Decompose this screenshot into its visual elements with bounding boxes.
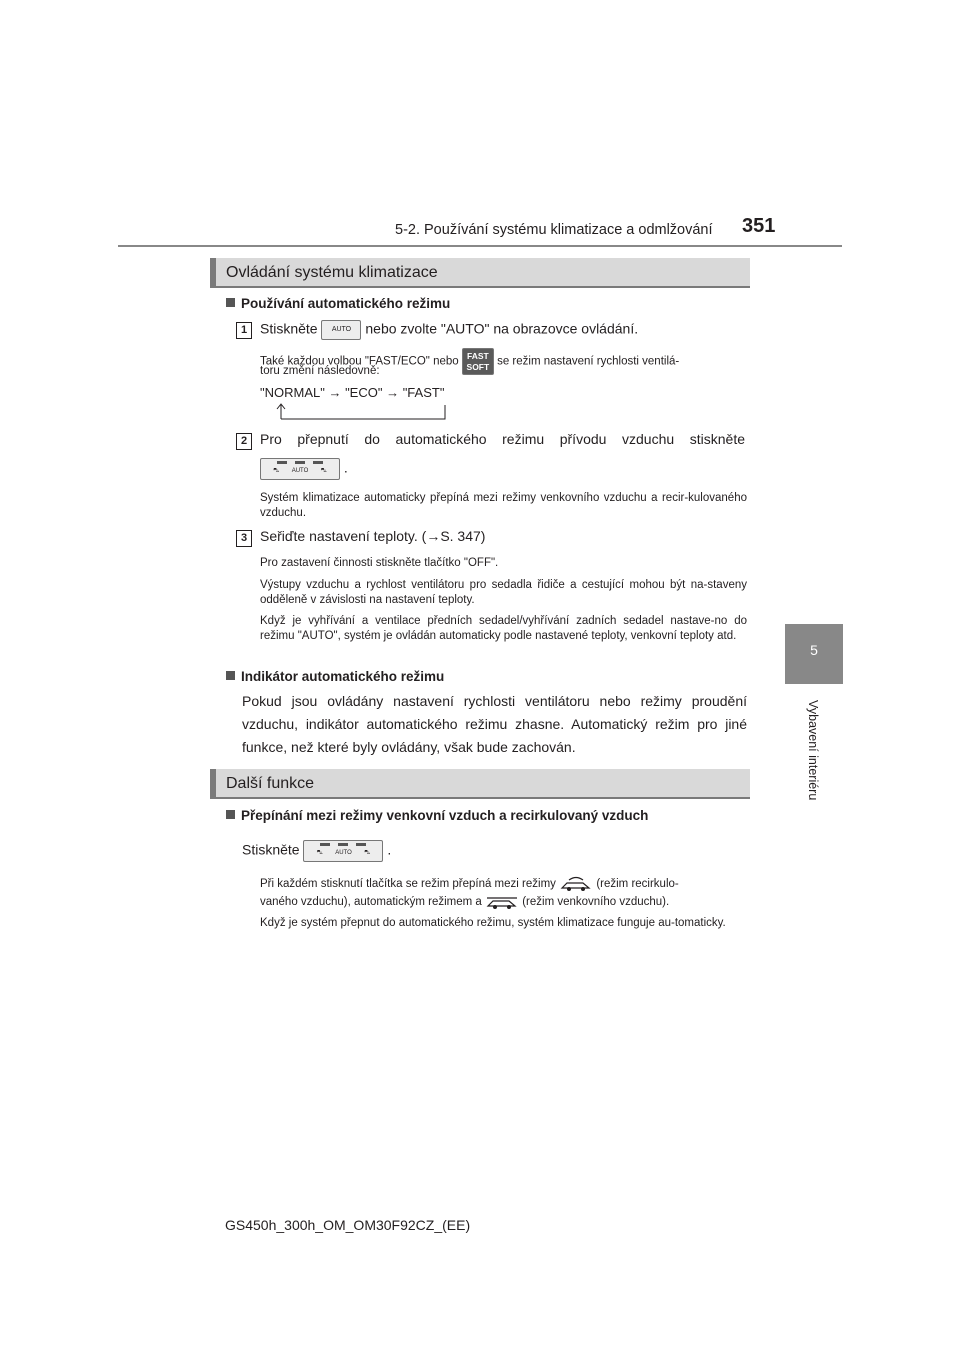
recirculated-air-icon xyxy=(559,876,593,892)
subheading-switching xyxy=(226,808,648,823)
air-intake-auto-button-icon xyxy=(260,458,340,480)
square-bullet-icon xyxy=(226,671,235,680)
step1-text xyxy=(260,320,638,340)
step2-note: Systém klimatizace automaticky přepíná mezi režimy venkovního vzduchu a recir-kulovaného vzduchu. xyxy=(260,492,747,519)
step1-note-line2: toru změní následovně: xyxy=(260,365,380,377)
step3-note1: Pro zastavení činnosti stiskněte tlačítko "OFF". xyxy=(260,557,499,569)
air-button-auto-label: AUTO xyxy=(335,850,352,856)
chapter-tab: 5 xyxy=(785,624,843,684)
page-number: 351 xyxy=(742,215,776,237)
square-bullet-icon xyxy=(226,810,235,819)
step-number-2: 2 xyxy=(236,433,252,450)
section-heading-ac-control: Ovládání systému klimatizace xyxy=(210,258,750,288)
switching-note1-a: Při každém stisknutí tlačítka se režim přepíná mezi režimy xyxy=(260,878,556,891)
switching-note1-line2 xyxy=(260,894,747,910)
fresh-car-icon: ⛍ xyxy=(320,468,327,474)
footer-doc-code: GS450h_300h_OM_OM30F92CZ_(EE) xyxy=(225,1217,471,1233)
soft-label: SOFT xyxy=(466,362,490,372)
subheading-indicator xyxy=(226,669,444,684)
step2-period: . xyxy=(343,459,348,476)
switching-instruction xyxy=(242,840,391,862)
step2-text: Pro přepnutí do automatického režimu přívodu vzduchu stiskněte xyxy=(260,431,745,447)
fan-mode-cycle: "NORMAL" → "ECO" → "FAST" xyxy=(260,385,445,400)
chapter-side-title xyxy=(800,700,826,820)
switching-note1-b: (režim recirkulo- xyxy=(596,878,679,891)
indicator-paragraph: Pokud jsou ovládány nastavení rychlosti ventilátoru nebo režimy proudění vzduchu, indikátor automatického režimu zhasne. Automatický režim pro jiné funkce, než které byly ovládány, však bude zachován. xyxy=(242,693,747,755)
subheading-text: Přepínání mezi režimy venkovní vzduch a recirkulovaný vzduch xyxy=(241,808,649,823)
cycle-return-arrow-icon xyxy=(275,401,447,421)
header-rule xyxy=(118,245,842,247)
switching-note2: Když je systém přepnut do automatického režimu, systém klimatizace funguje au-tomaticky. xyxy=(260,917,726,929)
switching-period: . xyxy=(387,841,392,858)
switching-note1-d: (režim venkovního vzduchu). xyxy=(522,896,670,909)
subheading-text: Používání automatického režimu xyxy=(241,296,451,311)
step1-text-before: Stiskněte xyxy=(260,320,318,337)
recirc-car-icon: ⛍ xyxy=(273,468,280,474)
auto-button-icon: AUTO xyxy=(321,320,361,340)
fresh-car-icon: ⛍ xyxy=(364,850,371,856)
chapter-title: Vybavení interiéru xyxy=(806,700,820,801)
subheading-text: Indikátor automatického režimu xyxy=(241,669,445,684)
step1-note-after: se režim nastavení rychlosti ventilá- xyxy=(497,355,680,368)
subheading-auto-mode xyxy=(226,296,450,311)
air-button-auto-label: AUTO xyxy=(291,468,309,474)
switching-note1-c: vaného vzduchu), automatickým režimem a xyxy=(260,896,482,909)
step2-button-line xyxy=(260,458,348,480)
square-bullet-icon xyxy=(226,298,235,307)
fast-label: FAST xyxy=(467,351,489,361)
outside-air-icon xyxy=(485,894,519,910)
switching-note1-line1 xyxy=(260,876,747,892)
step3-text: Seřiďte nastavení teploty. (→S. 347) xyxy=(260,528,486,544)
step-number-3: 3 xyxy=(236,530,252,547)
switching-text-before: Stiskněte xyxy=(242,841,300,858)
header-section-title: 5-2. Používání systému klimatizace a odmlžování xyxy=(395,222,713,238)
fast-soft-button-icon xyxy=(462,348,494,375)
step-number-1: 1 xyxy=(236,322,252,339)
air-intake-auto-button-icon xyxy=(303,840,383,862)
section-heading-other-functions: Další funkce xyxy=(210,769,750,799)
step3-note2: Výstupy vzduchu a rychlost ventilátoru pro sedadla řidiče a cestující mohou být na-staveny odděleně v závislosti na nastavení teploty. xyxy=(260,579,747,606)
recirc-car-icon: ⛍ xyxy=(316,850,323,856)
step3-note3: Když je vyhřívání a ventilace předních sedadel/vyhřívání zadních sedadel nastave-no do režimu "AUTO", systém je ovládán automaticky podle nastavené teploty, venkovní teploty atd. xyxy=(260,615,747,642)
step1-note-before: Také každou volbou "FAST/ECO" nebo xyxy=(260,355,459,368)
step1-text-after: nebo zvolte "AUTO" na obrazovce ovládání. xyxy=(365,320,639,337)
